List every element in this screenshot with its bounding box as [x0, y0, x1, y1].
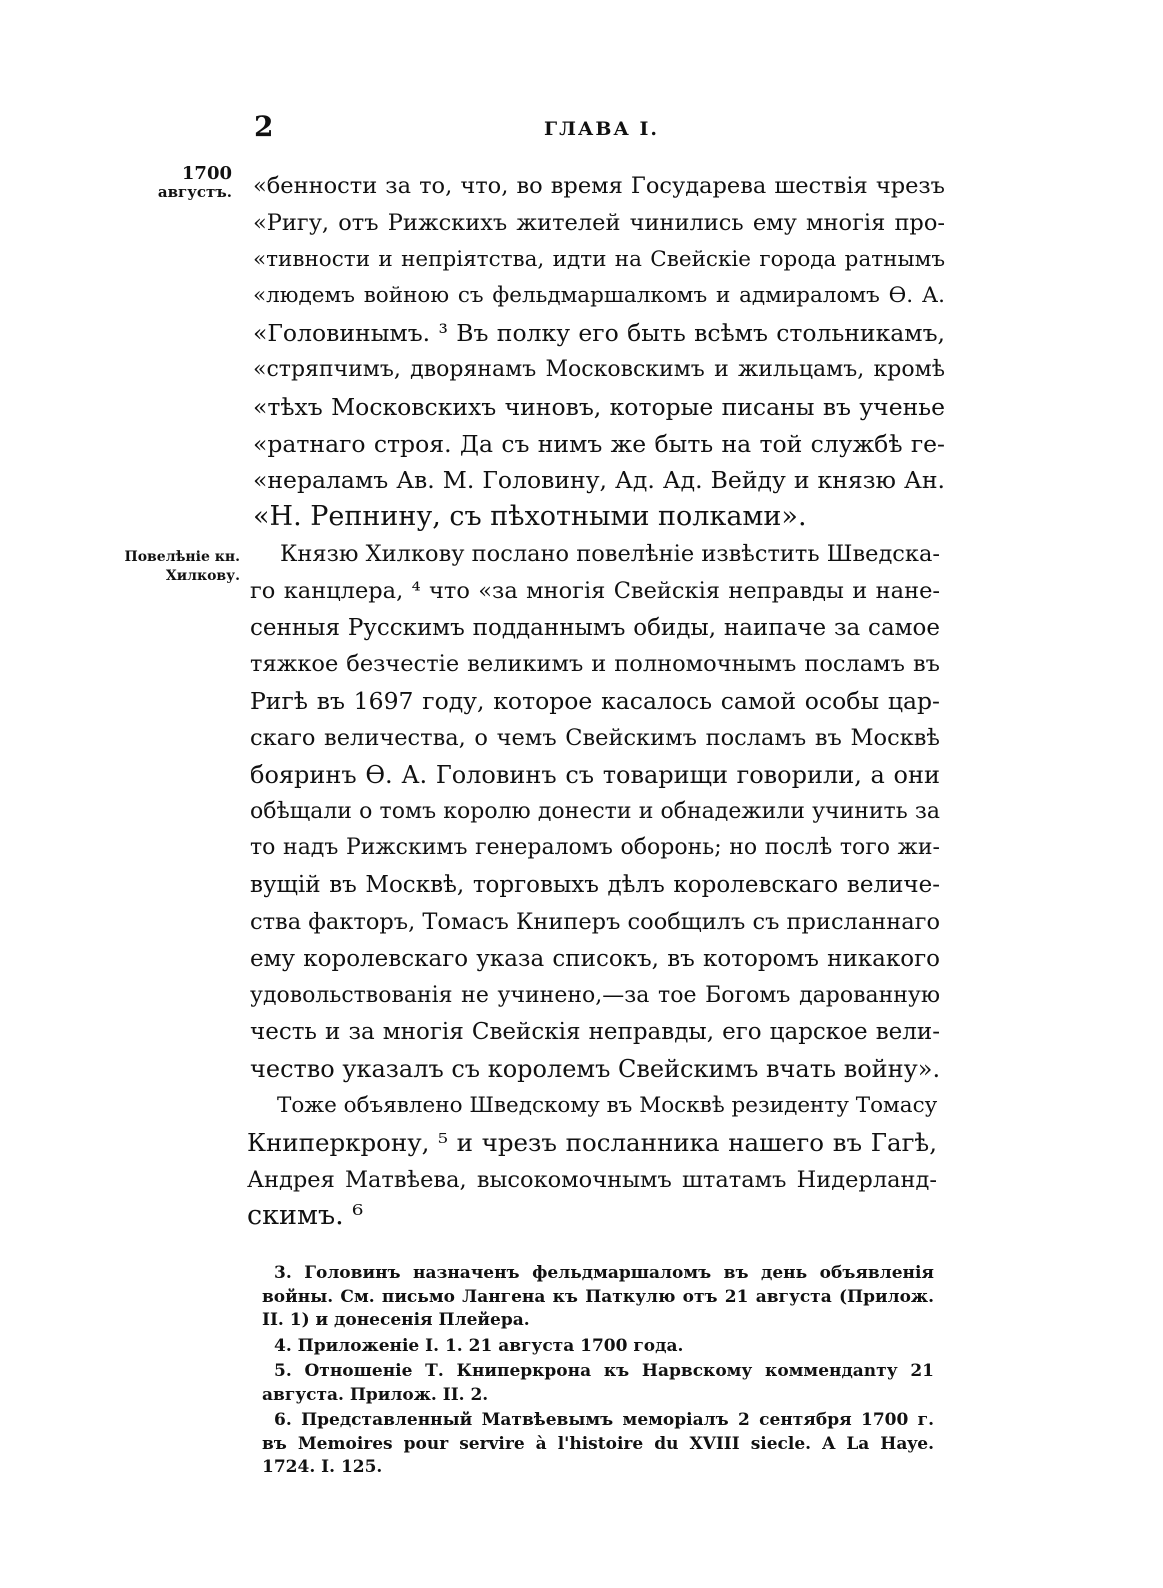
footnote-4: 4. Приложеніе I. 1. 21 августа 1700 года.: [274, 1335, 684, 1356]
text-line: «тивности и непріятства, идти на Свейскіе города ратнымъ: [253, 246, 945, 272]
page-number: 2: [254, 110, 274, 143]
text-line: то надъ Рижскимъ генераломъ оборонь; но послѣ того жи-: [250, 835, 940, 861]
text-line: Тоже объявлено Шведскому въ Москвѣ резиденту Томасу: [277, 1093, 938, 1118]
text-line: скимъ. ⁶: [247, 1200, 364, 1232]
text-line: «людемъ войною съ фельдмаршалкомъ и адмираломъ Ѳ. А.: [253, 283, 945, 309]
text-line: Князю Хилкову послано повелѣніе извѣстить Шведска-: [280, 541, 940, 567]
text-line: Книперкрону, ⁵ и чрезъ посланника нашего въ Гагѣ,: [247, 1127, 937, 1157]
text-line: Ригѣ въ 1697 году, которое касалось самой особы цар-: [250, 687, 940, 716]
text-line: ему королевскаго указа списокъ, въ которомъ никакого: [250, 945, 940, 972]
paragraph-khilkov-order: [250, 536, 940, 1088]
text-line: сенныя Русскимъ подданнымъ обиды, наипаче за самое: [250, 614, 940, 641]
text-line: тяжкое безчестіе великимъ и полномочнымъ посламъ въ: [250, 651, 940, 678]
text-line: «тѣхъ Московскихъ чиновъ, которые писаны въ ученье: [253, 392, 945, 421]
margin-note-year: 1700: [181, 163, 232, 184]
margin-note-order-line2: Хилкову.: [165, 568, 240, 584]
text-line: честь и за многія Свейскія неправды, его царское вели-: [250, 1019, 940, 1046]
paragraph-announcement: [247, 1088, 937, 1235]
footnote-6: 6. Представленный Матвѣевымъ меморіалъ 2 сентября 1700 г. въ Memoires pour servire à l'histoire du XVIII siecle. A La Haye. 1724. I. 125.: [262, 1410, 934, 1477]
text-line: «бенности за то, что, во время Государева шествія чрезъ: [253, 173, 945, 199]
text-line: обѣщали о томъ королю донести и обнадежили учинить за: [250, 798, 940, 824]
margin-note-order-line1: Повелѣніе кн.: [124, 549, 240, 565]
text-line: вущій въ Москвѣ, торговыхъ дѣлъ королевскаго величе-: [250, 872, 940, 899]
text-line: удовольствованія не учинено,—за тое Богомъ дарованную: [250, 982, 940, 1008]
text-line: «ратнаго строя. Да съ нимъ же быть на той службѣ ге-: [253, 429, 945, 458]
margin-note-order: [112, 548, 240, 586]
margin-note-month: августъ.: [157, 183, 232, 201]
text-line: «Головинымъ. ³ Въ полку его быть всѣмъ стольникамъ,: [253, 319, 945, 348]
running-head: ГЛАВА I.: [543, 118, 660, 140]
text-line: чество указалъ съ королемъ Свейскимъ вчать войну».: [250, 1055, 941, 1084]
paragraph-decree: [253, 168, 945, 536]
text-line: «нераламъ Ав. М. Головину, Ад. Ад. Вейду и князю Ан.: [253, 466, 945, 495]
footnotes: [262, 1262, 934, 1480]
text-line: го канцлера, ⁴ что «за многія Свейскія неправды и нане-: [250, 577, 940, 604]
margin-note-date: [120, 164, 232, 202]
text-line: ства факторъ, Томасъ Книперъ сообщилъ съ присланнаго: [250, 908, 940, 935]
text-line: «Ригу, отъ Рижскихъ жителей чинились ему многія про-: [253, 209, 945, 236]
text-line: Андрея Матвѣева, высокомочнымъ штатамъ Нидерланд-: [247, 1166, 937, 1193]
text-line: бояринъ Ѳ. А. Головинъ съ товарищи говорили, а они: [250, 760, 940, 789]
text-line: «стряпчимъ, дворянамъ Московскимъ и жильцамъ, кромѣ: [253, 356, 945, 382]
footnote-5: 5. Отношеніе Т. Книперкрона къ Нарвскому коммендanту 21 августа. Прилож. II. 2.: [262, 1361, 934, 1405]
text-line: «Н. Репнину, съ пѣхотными полками».: [253, 501, 807, 533]
text-line: скаго величества, о чемъ Свейскимъ посламъ въ Москвѣ: [250, 724, 940, 751]
footnote-3: 3. Головинъ назначенъ фельдмаршаломъ въ день объявленія войны. См. письмо Лангена къ Паткулю отъ 21 августа (Прилож. II. 1) и донесенія Плейера.: [262, 1263, 934, 1330]
